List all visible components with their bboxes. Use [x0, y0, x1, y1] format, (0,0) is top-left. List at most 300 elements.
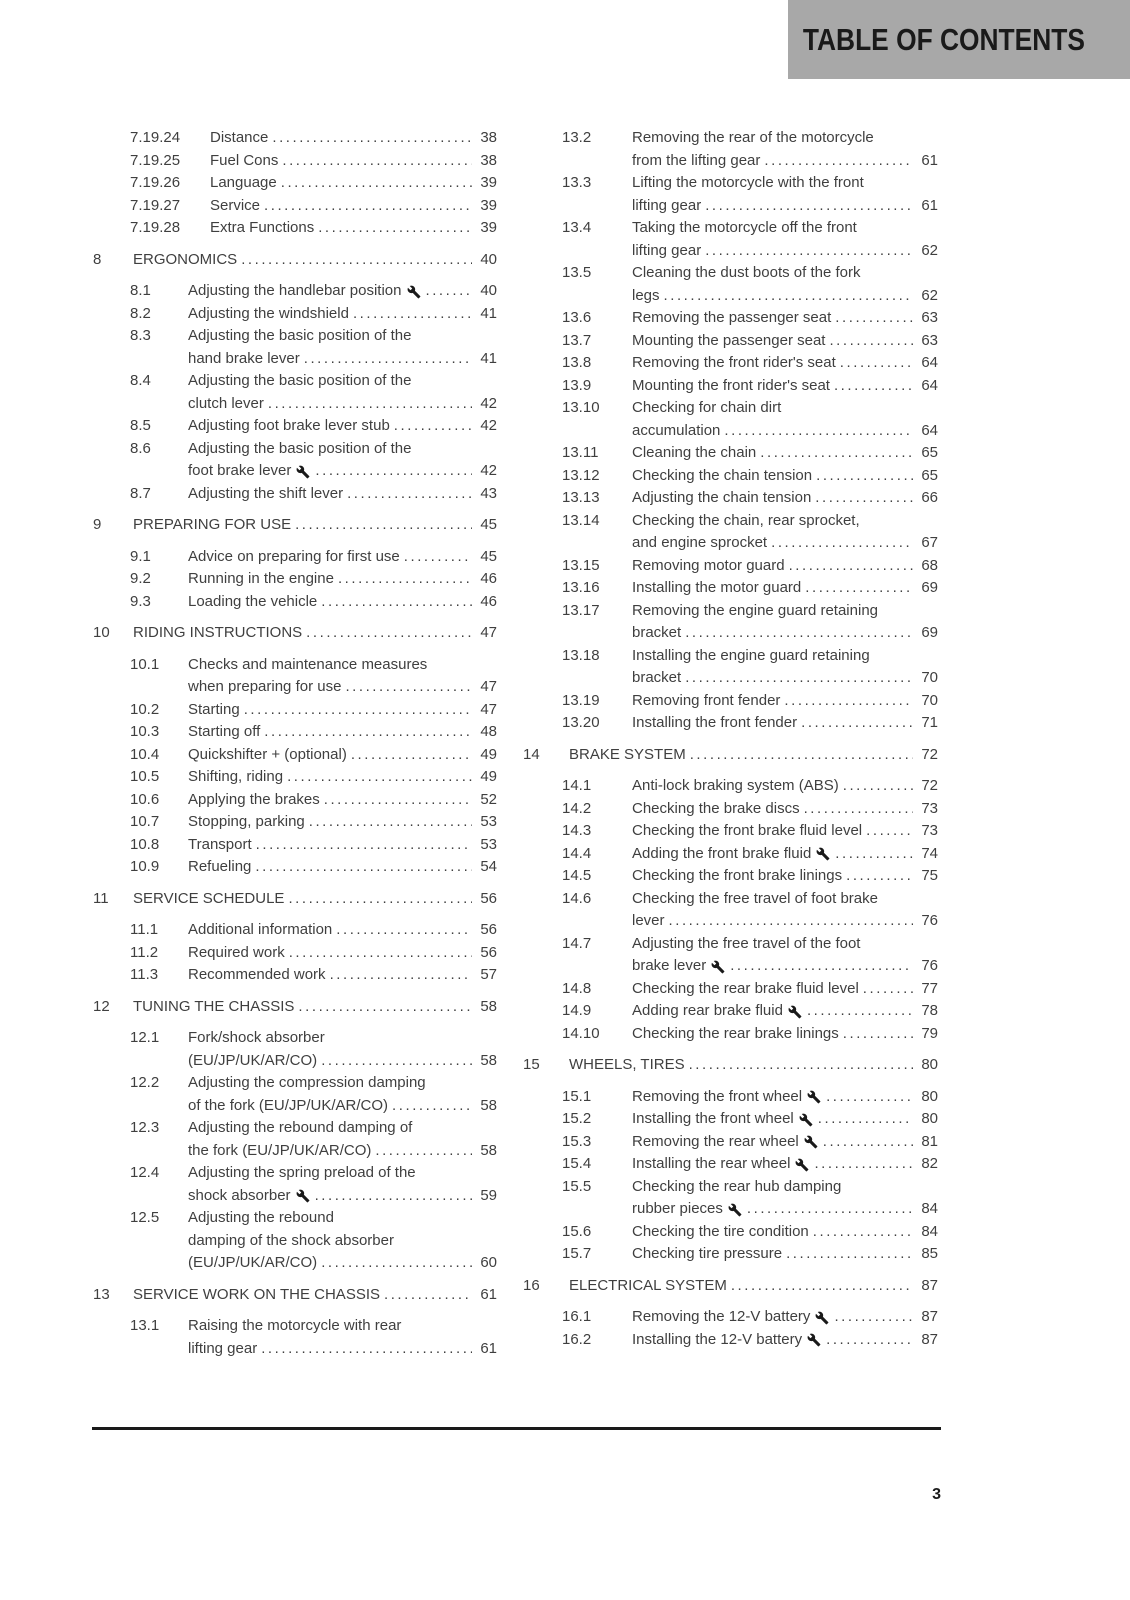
entry-title: Removing the front wheel: [632, 1087, 803, 1105]
toc-entry: [93, 654, 497, 699]
entry-page: 53: [480, 813, 497, 830]
toc-entry: [523, 1275, 938, 1298]
entry-title: when preparing for use: [188, 678, 342, 695]
entry-number: 13.16: [562, 579, 600, 596]
toc-entry: [93, 303, 497, 326]
wrench-icon: [407, 285, 421, 299]
entry-page: 76: [921, 957, 938, 974]
entry-line: [188, 460, 497, 483]
entry-number: 13.5: [562, 264, 592, 281]
entry-line: [188, 483, 497, 506]
entry-title: Installing the front fender: [632, 714, 798, 731]
entry-number: 9.1: [130, 547, 151, 565]
entry-page: 66: [921, 489, 938, 506]
entry-number: 16.2: [562, 1330, 592, 1348]
entry-line: [133, 622, 497, 645]
entry-line: [632, 1153, 938, 1176]
entry-body: [569, 1054, 938, 1077]
dot-leader: [375, 1140, 472, 1163]
entry-body: [210, 150, 497, 173]
dot-leader: [321, 1050, 472, 1073]
entry-page: 42: [480, 417, 497, 434]
entry-line: [188, 1338, 497, 1361]
entry-line: [188, 1207, 497, 1230]
entry-number: 11.3: [130, 966, 159, 983]
entry-title: lifting gear: [632, 241, 702, 259]
toc-entry: [523, 1221, 938, 1244]
entry-title: Advice on preparing for first use: [188, 547, 400, 565]
toc-entry: [93, 1315, 497, 1360]
entry-page: 61: [480, 1285, 497, 1303]
entry-number: 13.13: [562, 489, 600, 506]
entry-body: [188, 654, 497, 699]
entry-body: [569, 1275, 938, 1298]
entry-number: 13.6: [562, 309, 592, 326]
entry-number: 10.9: [130, 858, 160, 875]
toc-entry: [93, 514, 497, 537]
entry-line: [569, 1275, 938, 1298]
entry-line: [188, 789, 497, 812]
entry-number: 15: [523, 1056, 540, 1073]
toc-entry: [93, 127, 497, 150]
entry-line: [632, 127, 938, 150]
entry-body: [632, 577, 938, 600]
entry-page: 58: [480, 1096, 497, 1114]
entry-line: [632, 195, 938, 218]
entry-line: [632, 487, 938, 510]
entry-body: [188, 438, 497, 483]
entry-title: SERVICE WORK ON THE CHASSIS: [133, 1285, 380, 1303]
toc-entry: [93, 766, 497, 789]
entry-line: [632, 667, 938, 690]
entry-line: [632, 1198, 938, 1221]
toc-entry: [93, 438, 497, 483]
dot-leader: [336, 919, 472, 942]
wrench-icon: [815, 1311, 829, 1325]
entry-number: 11.1: [130, 921, 159, 938]
entry-line: [188, 654, 497, 677]
entry-page: 68: [921, 556, 938, 574]
entry-page: 64: [921, 354, 938, 371]
dot-leader: [771, 532, 913, 555]
entry-body: [632, 217, 938, 262]
toc-entry: [93, 483, 497, 506]
toc-entry: [523, 262, 938, 307]
dot-leader: [823, 1131, 913, 1154]
toc-entry: [523, 442, 938, 465]
entry-body: [632, 690, 938, 713]
page-number: 3: [932, 1486, 941, 1503]
entry-page: 41: [480, 349, 497, 367]
entry-page: 82: [921, 1155, 938, 1172]
entry-title: Lifting the motorcycle with the front: [632, 174, 864, 191]
entry-body: [188, 1027, 497, 1072]
entry-body: [632, 1243, 938, 1266]
toc-entry: [523, 888, 938, 933]
entry-page: 76: [921, 912, 938, 929]
entry-page: 56: [480, 943, 497, 961]
toc-entry: [93, 195, 497, 218]
entry-page: 57: [480, 966, 497, 983]
entry-title: Cleaning the chain: [632, 444, 757, 461]
entry-title: Starting: [188, 700, 240, 718]
entry-title: Adjusting the free travel of the foot: [632, 934, 861, 952]
dot-leader: [784, 690, 913, 713]
entry-line: [188, 721, 497, 744]
dot-leader: [840, 352, 913, 375]
dot-leader: [829, 330, 913, 353]
entry-line: [632, 352, 938, 375]
entry-page: 42: [480, 462, 497, 479]
entry-title: Adjusting the shift lever: [188, 484, 344, 502]
entry-number: 14.2: [562, 799, 592, 817]
dot-leader: [330, 964, 472, 987]
entry-body: [188, 964, 497, 987]
dot-leader: [315, 1185, 472, 1208]
entry-number: 10.3: [130, 723, 160, 740]
entry-line: [188, 1315, 497, 1338]
dot-leader: [724, 420, 913, 443]
entry-title: Removing the rear wheel: [632, 1132, 799, 1150]
entry-title: Extra Functions: [210, 219, 315, 236]
entry-page: 79: [921, 1024, 938, 1042]
entry-page: 45: [480, 547, 497, 565]
entry-number: 10.8: [130, 835, 160, 853]
toc-entry: [523, 397, 938, 442]
entry-body: [133, 1284, 497, 1307]
dot-leader: [268, 393, 472, 416]
toc-entry: [93, 721, 497, 744]
entry-number: 16: [523, 1276, 540, 1294]
entry-title: lever: [632, 912, 665, 929]
toc-entry: [93, 150, 497, 173]
entry-title: Language: [210, 174, 277, 191]
entry-page: 40: [480, 282, 497, 299]
entry-page: 58: [480, 1051, 497, 1069]
entry-line: [632, 420, 938, 443]
toc-entry: [93, 744, 497, 767]
entry-page: 58: [480, 997, 497, 1015]
entry-number: 14.7: [562, 934, 592, 952]
wrench-icon: [807, 1333, 821, 1347]
entry-line: [133, 888, 497, 911]
entry-title: Required work: [188, 943, 285, 961]
entry-title: Installing the motor guard: [632, 579, 802, 596]
entry-page: 80: [921, 1056, 938, 1073]
entry-number: 11: [93, 889, 109, 907]
wrench-icon: [799, 1113, 813, 1127]
entry-page: 39: [480, 196, 497, 214]
entry-title: Stopping, parking: [188, 813, 305, 830]
entry-body: [632, 172, 938, 217]
entry-title: RIDING INSTRUCTIONS: [133, 624, 303, 641]
entry-title: lifting gear: [632, 196, 702, 214]
entry-body: [569, 744, 938, 767]
entry-body: [632, 1329, 938, 1352]
toc-entry: [93, 1072, 497, 1117]
entry-body: [632, 1000, 938, 1023]
dot-leader: [255, 856, 472, 879]
entry-title: Distance: [210, 129, 269, 146]
entry-line: [632, 172, 938, 195]
dot-leader: [815, 487, 913, 510]
entry-title: Checking tire pressure: [632, 1245, 783, 1262]
toc-column-left: [93, 127, 497, 1360]
entry-body: [210, 172, 497, 195]
entry-title: Installing the rear wheel: [632, 1155, 791, 1172]
entry-body: [632, 645, 938, 690]
entry-title: Checking the tire condition: [632, 1222, 809, 1240]
entry-number: 15.7: [562, 1245, 592, 1262]
entry-page: 70: [921, 669, 938, 686]
entry-body: [188, 919, 497, 942]
entry-number: 13.8: [562, 354, 592, 371]
entry-body: [188, 834, 497, 857]
entry-number: 10.5: [130, 768, 160, 785]
entry-line: [632, 1131, 938, 1154]
dot-leader: [309, 811, 472, 834]
entry-page: 43: [480, 484, 497, 502]
entry-number: 12.4: [130, 1164, 160, 1181]
toc-entry: [523, 487, 938, 510]
entry-title: Checking the front brake fluid level: [632, 822, 863, 839]
entry-line: [632, 1023, 938, 1046]
dot-leader: [353, 303, 472, 326]
entry-page: 61: [480, 1339, 497, 1357]
entry-number: 15.4: [562, 1155, 592, 1172]
entry-body: [632, 775, 938, 798]
entry-number: 12.3: [130, 1119, 160, 1136]
entry-body: [632, 1221, 938, 1244]
toc-entry: [523, 712, 938, 735]
dot-leader: [826, 1329, 913, 1352]
entry-line: [188, 1027, 497, 1050]
entry-body: [188, 856, 497, 879]
entry-title: legs: [632, 286, 660, 304]
dot-leader: [324, 789, 472, 812]
dot-leader: [351, 744, 472, 767]
entry-line: [632, 262, 938, 285]
entry-line: [188, 744, 497, 767]
entry-number: 15.6: [562, 1222, 592, 1240]
page-title: TABLE OF CONTENTS: [802, 21, 1086, 57]
toc-entry: [93, 1027, 497, 1072]
entry-line: [188, 1095, 497, 1118]
entry-title: Adjusting the handlebar position: [188, 282, 402, 299]
toc-entry: [523, 577, 938, 600]
entry-body: [188, 483, 497, 506]
entry-number: 7.19.28: [130, 219, 181, 236]
dot-leader: [818, 1108, 913, 1131]
toc-entry: [523, 555, 938, 578]
entry-body: [188, 942, 497, 965]
entry-line: [632, 933, 938, 956]
entry-page: 73: [921, 822, 938, 839]
toc-entry: [523, 330, 938, 353]
toc-entry: [93, 699, 497, 722]
entry-body: [133, 888, 497, 911]
toc-entry: [93, 249, 497, 272]
entry-title: (EU/JP/UK/AR/CO): [188, 1051, 318, 1069]
entry-number: 13.10: [562, 399, 600, 416]
dot-leader: [426, 280, 473, 303]
entry-line: [632, 1306, 938, 1329]
entry-title: from the lifting gear: [632, 151, 761, 169]
entry-body: [188, 789, 497, 812]
dot-leader: [843, 775, 913, 798]
entry-title: Checking the rear hub damping: [632, 1177, 842, 1195]
dot-leader: [392, 1095, 472, 1118]
toc-entry: [523, 1153, 938, 1176]
entry-page: 77: [921, 979, 938, 997]
entry-title: Mounting the passenger seat: [632, 331, 826, 349]
entry-page: 64: [921, 421, 938, 439]
entry-body: [632, 1023, 938, 1046]
entry-body: [188, 1117, 497, 1162]
dot-leader: [835, 843, 913, 866]
entry-body: [632, 352, 938, 375]
entry-number: 16.1: [562, 1308, 592, 1325]
toc-entry: [523, 465, 938, 488]
entry-line: [133, 996, 497, 1019]
entry-line: [188, 964, 497, 987]
entry-title: SERVICE SCHEDULE: [133, 889, 285, 907]
entry-line: [188, 1252, 497, 1275]
dot-leader: [282, 150, 472, 173]
entry-line: [632, 798, 938, 821]
entry-line: [188, 1185, 497, 1208]
dot-leader: [306, 622, 472, 645]
entry-page: 61: [921, 196, 938, 214]
entry-title: Fuel Cons: [210, 151, 279, 169]
wrench-icon: [728, 1203, 742, 1217]
entry-body: [188, 325, 497, 370]
entry-title: Adjusting the basic position of the: [188, 439, 412, 457]
entry-line: [210, 150, 497, 173]
entry-line: [632, 843, 938, 866]
entry-page: 42: [480, 394, 497, 412]
entry-body: [632, 798, 938, 821]
toc-entry: [93, 1207, 497, 1275]
toc-entry: [523, 744, 938, 767]
entry-number: 13.7: [562, 331, 592, 349]
entry-number: 8.3: [130, 327, 151, 344]
entry-line: [188, 1117, 497, 1140]
entry-page: 62: [921, 286, 938, 304]
toc-entry: [523, 1086, 938, 1109]
entry-body: [632, 262, 938, 307]
entry-title: (EU/JP/UK/AR/CO): [188, 1254, 318, 1271]
entry-line: [188, 348, 497, 371]
dot-leader: [685, 622, 913, 645]
entry-body: [632, 888, 938, 933]
entry-body: [188, 811, 497, 834]
dot-leader: [689, 1054, 913, 1077]
dot-leader: [747, 1198, 913, 1221]
entry-line: [188, 1230, 497, 1253]
entry-line: [188, 415, 497, 438]
dot-leader: [264, 195, 472, 218]
entry-number: 13.14: [562, 511, 600, 529]
entry-line: [188, 766, 497, 789]
entry-page: 45: [480, 516, 497, 533]
entry-page: 62: [921, 241, 938, 259]
entry-number: 7.19.27: [130, 196, 181, 214]
entry-title: Service: [210, 196, 261, 214]
entry-body: [632, 978, 938, 1001]
toc-entry: [523, 645, 938, 690]
entry-title: Adjusting the windshield: [188, 304, 349, 322]
entry-number: 10.1: [130, 655, 160, 673]
entry-page: 69: [921, 579, 938, 596]
entry-body: [632, 555, 938, 578]
entry-title: Adjusting the compression damping: [188, 1074, 426, 1091]
toc-entry: [523, 933, 938, 978]
entry-page: 72: [921, 745, 938, 763]
entry-line: [632, 397, 938, 420]
toc-entry: [523, 843, 938, 866]
entry-line: [210, 172, 497, 195]
dot-leader: [321, 1252, 472, 1275]
entry-title: Adding the front brake fluid: [632, 844, 812, 862]
entry-line: [632, 217, 938, 240]
dot-leader: [863, 978, 913, 1001]
entry-body: [188, 591, 497, 614]
toc-entry: [523, 775, 938, 798]
entry-title: Adjusting the basic position of the: [188, 327, 412, 344]
entry-page: 48: [480, 723, 497, 740]
toc-entry: [93, 919, 497, 942]
toc-entry: [93, 942, 497, 965]
dot-leader: [685, 667, 913, 690]
entry-number: 13.2: [562, 129, 592, 146]
entry-number: 12.2: [130, 1074, 160, 1091]
entry-title: bracket: [632, 669, 682, 686]
toc-entry: [523, 1000, 938, 1023]
entry-title: ERGONOMICS: [133, 250, 238, 268]
dot-leader: [866, 820, 913, 843]
dot-leader: [345, 676, 472, 699]
entry-number: 13.1: [130, 1317, 160, 1334]
entry-line: [569, 744, 938, 767]
toc-entry: [93, 888, 497, 911]
toc-entry: [93, 964, 497, 987]
entry-line: [632, 307, 938, 330]
toc-entry: [93, 1162, 497, 1207]
entry-line: [188, 834, 497, 857]
dot-leader: [804, 798, 913, 821]
entry-title: PREPARING FOR USE: [133, 516, 292, 533]
entry-page: 39: [480, 219, 497, 236]
entry-number: 13.18: [562, 646, 600, 664]
toc-entry: [523, 1243, 938, 1266]
entry-number: 14: [523, 745, 540, 763]
entry-title: rubber pieces: [632, 1200, 723, 1217]
dot-leader: [664, 285, 913, 308]
entry-body: [133, 249, 497, 272]
entry-page: 81: [921, 1132, 938, 1150]
entry-body: [632, 330, 938, 353]
entry-number: 8.5: [130, 417, 151, 434]
dot-leader: [289, 942, 472, 965]
entry-line: [188, 370, 497, 393]
entry-line: [188, 1050, 497, 1073]
entry-number: 10.4: [130, 745, 160, 763]
entry-page: 60: [480, 1254, 497, 1271]
dot-leader: [826, 1086, 913, 1109]
entry-line: [188, 546, 497, 569]
toc-entry: [523, 1108, 938, 1131]
